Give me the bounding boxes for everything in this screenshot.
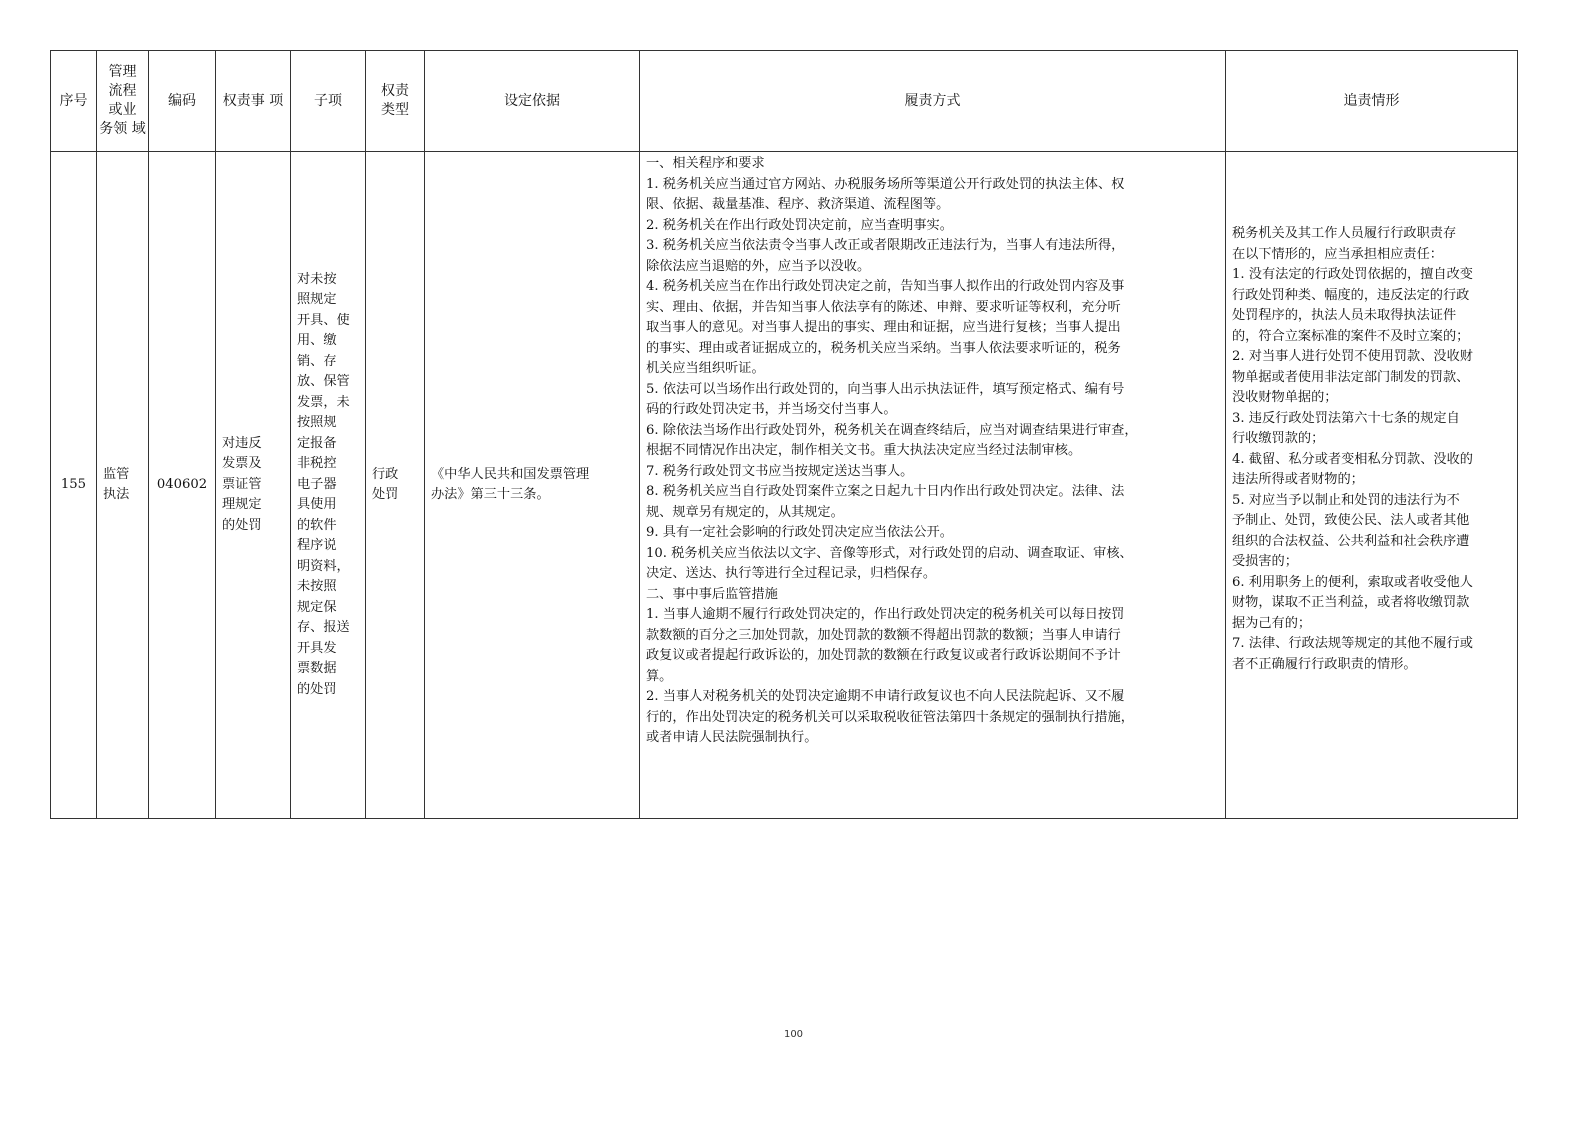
table-row (51, 152, 1518, 819)
duty-line: 1. 税务机关应当通过官方网站、办税服务场所等渠道公开行政处罚的执法主体、权 (646, 176, 1125, 192)
duty-line: 码的行政处罚决定书，并当场交付当事人。 (646, 402, 897, 417)
duty-line: 除依法应当退赔的外，应当予以没收。 (646, 258, 871, 274)
duty-line: 机关应当组织听证。 (646, 361, 765, 376)
duty-lines (646, 154, 1219, 749)
header-type: 权责 类型 (366, 51, 425, 152)
duty-line: 10. 税务机关应当依法以文字、音像等形式，对行政处罚的启动、调查取证、审核、 (646, 545, 1133, 561)
duty-line: 8. 税务机关应当自行政处罚案件立案之日起九十日内作出行政处罚决定。法律、法 (646, 484, 1125, 499)
header-row (51, 51, 1518, 152)
accountability-line: 的，符合立案标准的案件不及时立案的； (1232, 328, 1470, 344)
accountability-line: 据为己有的； (1232, 615, 1312, 631)
duty-line: 5. 依法可以当场作出行政处罚的，向当事人出示执法证件，填写预定格式、编有号 (646, 381, 1125, 397)
duty-line: 或者申请人民法院强制执行。 (646, 730, 818, 745)
accountability-line: 受损害的； (1232, 554, 1298, 569)
accountability-line: 4. 截留、私分或者变相私分罚款、没收的 (1232, 451, 1473, 467)
accountability-line: 在以下情形的，应当承担相应责任： (1232, 246, 1443, 262)
duty-line: 政复议或者提起行政诉讼的，加处罚款的数额在行政复议或者行政诉讼期间不予计 (646, 648, 1121, 663)
duty-line: 决定、送达、执行等进行全过程记录，归档保存。 (646, 566, 937, 581)
accountability-line: 违法所得或者财物的； (1232, 472, 1364, 487)
duty-line: 4. 税务机关应当在作出行政处罚决定之前，告知当事人拟作出的行政处罚内容及事 (646, 279, 1125, 294)
duty-line: 款数额的百分之三加处罚款，加处罚款的数额不得超出罚款的数额；当事人申请行 (646, 627, 1121, 643)
accountability-lines (1232, 224, 1511, 675)
cell-type: 行政 处罚 (366, 152, 425, 819)
cell-accountability (1226, 152, 1518, 819)
accountability-line: 没收财物单据的； (1232, 390, 1338, 405)
accountability-line: 予制止、处罚，致使公民、法人或者其他 (1232, 513, 1470, 528)
accountability-line: 1. 没有法定的行政处罚依据的，擅自改变 (1232, 267, 1473, 282)
cell-code: 040602 (149, 152, 216, 819)
header-domain: 管理 流程 或业 务领 域 (97, 51, 149, 152)
accountability-line: 财物，谋取不正当利益，或者将收缴罚款 (1232, 595, 1470, 610)
accountability-line: 物单据或者使用非法定部门制发的罚款、 (1232, 369, 1470, 385)
duty-line: 实、理由、依据，并告知当事人依法享有的陈述、申辩、要求听证等权利，充分听 (646, 299, 1121, 315)
duty-line: 9. 具有一定社会影响的行政处罚决定应当依法公开。 (646, 525, 953, 540)
cell-subitem: 对未按 照规定 开具、使 用、缴 销、存 放、保管 发票，未 按照规 定报备 非税控 电子器 具使用 的软件 程序说 明资料， 未按照 规定保 存、报送 开具发 票数据 的处罚 (291, 152, 366, 819)
cell-item: 对违反 发票及 票证管 理规定 的处罚 (216, 152, 291, 819)
accountability-line: 6. 利用职务上的便利，索取或者收受他人 (1232, 574, 1473, 590)
duty-line: 一、相关程序和要求 (646, 156, 765, 171)
duty-line: 二、事中事后监管措施 (646, 586, 778, 602)
page-number: 100 (783, 1029, 804, 1040)
accountability-line: 3. 违反行政处罚法第六十七条的规定自 (1232, 410, 1460, 426)
accountability-line: 7. 法律、行政法规等规定的其他不履行或 (1232, 636, 1473, 651)
cell-seq: 155 (51, 152, 97, 819)
duty-line: 1. 当事人逾期不履行行政处罚决定的，作出行政处罚决定的税务机关可以每日按罚 (646, 607, 1125, 622)
accountability-line: 行收缴罚款的； (1232, 431, 1325, 446)
duty-line: 根据不同情况作出决定，制作相关文书。重大执法决定应当经过法制审核。 (646, 443, 1082, 458)
duty-line: 2. 当事人对税务机关的处罚决定逾期不申请行政复议也不向人民法院起诉、又不履 (646, 689, 1125, 704)
accountability-line: 组织的合法权益、公共利益和社会秩序遭 (1232, 533, 1470, 549)
duty-line: 7. 税务行政处罚文书应当按规定送达当事人。 (646, 463, 914, 479)
accountability-line: 税务机关及其工作人员履行行政职责存 (1232, 226, 1457, 241)
duty-line: 算。 (646, 668, 673, 684)
cell-duty (640, 152, 1226, 819)
header-code: 编码 (149, 51, 216, 152)
duty-line: 规、规章另有规定的，从其规定。 (646, 504, 844, 520)
accountability-line: 2. 对当事人进行处罚不使用罚款、没收财 (1232, 349, 1473, 364)
header-item: 权责事 项 (216, 51, 291, 152)
duty-line: 3. 税务机关应当依法责令当事人改正或者限期改正违法行为，当事人有违法所得， (646, 238, 1125, 253)
accountability-line: 处罚程序的，执法人员未取得执法证件 (1232, 308, 1457, 323)
duty-line: 行的，作出处罚决定的税务机关可以采取税收征管法第四十条规定的强制执行措施， (646, 709, 1134, 725)
duty-line: 2. 税务机关在作出行政处罚决定前，应当查明事实。 (646, 217, 953, 233)
header-accountability: 追责情形 (1226, 51, 1518, 152)
header-subitem: 子项 (291, 51, 366, 152)
duty-line: 取当事人的意见。对当事人提出的事实、理由和证据，应当进行复核；当事人提出 (646, 320, 1121, 335)
header-seq: 序号 (51, 51, 97, 152)
duty-line: 的事实、理由或者证据成立的，税务机关应当采纳。当事人依法要求听证的，税务 (646, 340, 1121, 356)
cell-domain: 监管 执法 (97, 152, 149, 819)
accountability-line: 5. 对应当予以制止和处罚的违法行为不 (1232, 492, 1460, 508)
duty-line: 6. 除依法当场作出行政处罚外，税务机关在调查终结后，应当对调查结果进行审查， (646, 422, 1138, 438)
header-basis: 设定依据 (425, 51, 640, 152)
responsibility-table (50, 50, 1518, 819)
duty-line: 限、依据、裁量基准、程序、救济渠道、流程图等。 (646, 197, 950, 212)
accountability-line: 行政处罚种类、幅度的，违反法定的行政 (1232, 287, 1470, 303)
cell-basis: 《中华人民共和国发票管理 办法》第三十三条。 (425, 152, 640, 819)
accountability-line: 者不正确履行行政职责的情形。 (1232, 656, 1417, 672)
header-duty: 履责方式 (640, 51, 1226, 152)
